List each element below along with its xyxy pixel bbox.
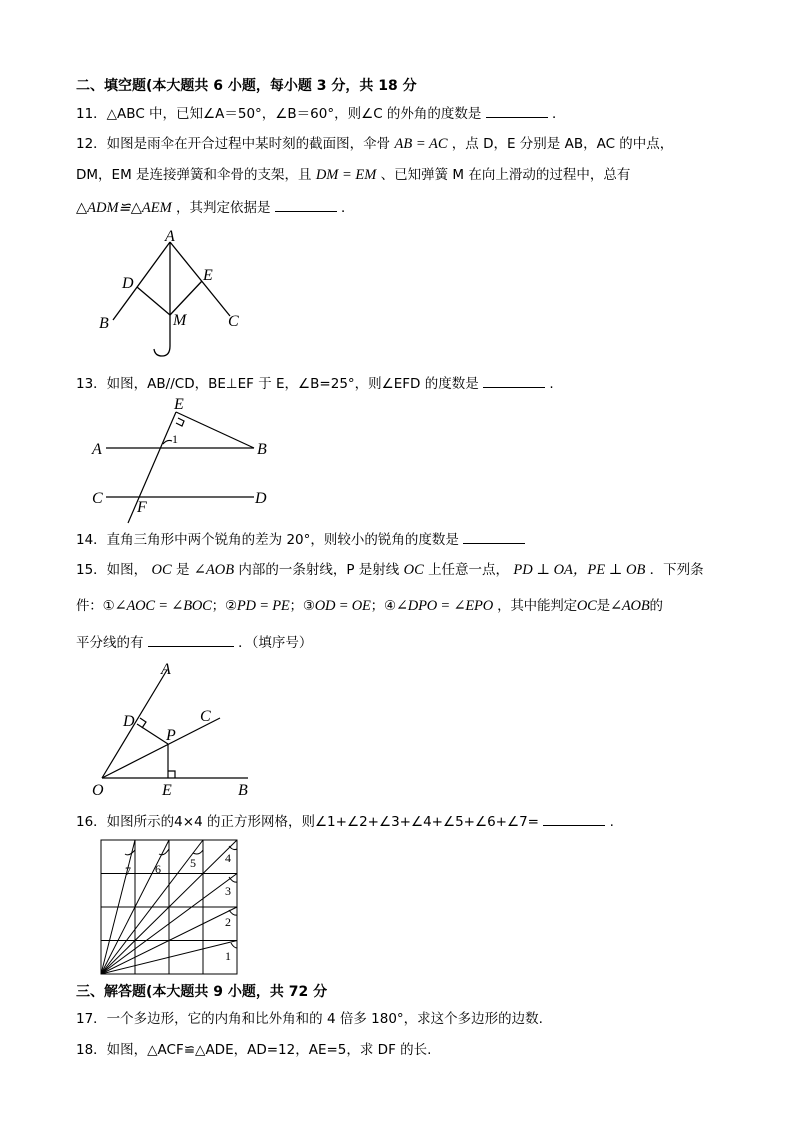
- label-p: P: [166, 727, 176, 744]
- section-2-title: 二、填空题(本大题共 6 小题，每小题 3 分，共 18 分: [76, 78, 417, 94]
- question-13: [76, 374, 554, 393]
- question-15-text: ；②: [211, 598, 237, 614]
- answer-blank: [148, 633, 234, 647]
- answer-blank: [543, 812, 605, 826]
- angle-label-7: 7: [125, 864, 131, 878]
- label-e: E: [162, 782, 172, 799]
- math-expression: ∠AOB: [193, 562, 235, 578]
- question-16-end: .: [609, 814, 614, 830]
- question-12-text: 、已知弹簧 M 在向上滑动的过程中，总有: [380, 167, 631, 183]
- question-15-text: 平分线的有: [76, 635, 144, 651]
- question-15-text: ．（填序号）: [238, 635, 313, 651]
- angle-label-1: 1: [225, 949, 231, 963]
- question-15-line-1: [76, 561, 704, 579]
- question-12-line-2: [76, 166, 630, 184]
- grid-figure: [101, 840, 241, 975]
- right-angle-mark-e: [168, 771, 175, 778]
- label-a: A: [92, 441, 102, 458]
- strut-em: [170, 281, 202, 315]
- label-f: F: [137, 499, 147, 516]
- math-expression: OC: [151, 562, 172, 578]
- question-15-text: 是: [596, 598, 610, 614]
- angle-arc-1: [231, 943, 237, 948]
- question-12-text: ，其判定依据是: [175, 200, 271, 216]
- angle-arc-7: [125, 850, 135, 855]
- math-expression: OC: [576, 598, 597, 614]
- label-b: B: [99, 315, 109, 332]
- question-15-text: 是: [175, 562, 190, 578]
- angle-label-6: 6: [155, 862, 161, 876]
- answer-blank: [275, 198, 337, 212]
- label-b: B: [257, 441, 267, 458]
- question-12-text: ，点 D，E 分别是 AB，AC 的中点，: [451, 136, 674, 152]
- question-15-line-2: [76, 597, 663, 615]
- angle-1-arc: [163, 440, 172, 444]
- umbrella-handle: [154, 346, 170, 356]
- math-expression: ∠AOB: [609, 598, 650, 614]
- label-d: D: [122, 275, 134, 292]
- question-12-end: ．: [341, 200, 355, 216]
- angle-label-2: 2: [225, 915, 231, 929]
- angle-label-3: 3: [225, 884, 231, 898]
- question-15-text: 上任意一点，: [428, 562, 510, 578]
- question-15-text: 15．如图，: [76, 562, 148, 578]
- question-15-text: 的: [649, 598, 663, 614]
- label-a: A: [165, 228, 175, 245]
- label-c: C: [92, 490, 103, 507]
- question-15-text: ；④: [370, 598, 396, 614]
- question-14: [76, 530, 525, 549]
- question-15-text: 内部的一条射线，P 是射线: [238, 562, 400, 578]
- question-15-text: 件：①: [76, 598, 115, 614]
- question-13-end: .: [549, 376, 554, 392]
- label-e: E: [174, 396, 184, 413]
- umbrella-figure: [95, 228, 255, 363]
- angle-label-4: 4: [225, 851, 231, 865]
- section-3-title: 三、解答题(本大题共 9 小题，共 72 分: [76, 984, 328, 1000]
- question-13-text: 13．如图，AB//CD，BE⊥EF 于 E，∠B=25°，则∠EFD 的度数是: [76, 376, 479, 392]
- condition-1: ∠AOC = ∠BOC: [114, 598, 212, 614]
- angle-bisector-figure: [92, 660, 262, 800]
- segment-pd: [137, 724, 168, 744]
- right-angle-mark: [176, 418, 184, 426]
- answer-blank: [486, 104, 548, 118]
- label-d: D: [123, 713, 135, 730]
- strut-dm: [137, 287, 170, 315]
- question-18: 18．如图，△ACF≌△ADE，AD=12，AE=5，求 DF 的长.: [76, 1042, 432, 1058]
- label-b: B: [238, 782, 248, 799]
- question-11-end: ．: [552, 106, 566, 122]
- label-c: C: [200, 708, 211, 725]
- question-14-text: 14．直角三角形中两个锐角的差为 20°，则较小的锐角的度数是: [76, 532, 459, 548]
- question-12-text: 12．如图是雨伞在开合过程中某时刻的截面图，伞骨: [76, 136, 391, 152]
- label-a: A: [161, 661, 171, 678]
- question-11-text: 11．△ABC 中，已知∠A＝50°，∠B＝60°，则∠C 的外角的度数是: [76, 106, 482, 122]
- label-m: M: [173, 312, 187, 329]
- question-16: [76, 812, 614, 831]
- answer-blank: [483, 374, 545, 388]
- math-expression: OC: [403, 562, 424, 578]
- line-ef: [128, 412, 176, 523]
- question-17: 17．一个多边形，它的内角和比外角和的 4 倍多 180°，求这个多边形的边数.: [76, 1011, 543, 1027]
- math-expression: △ADM≌△AEM: [76, 200, 172, 216]
- condition-3: OD = OE: [314, 598, 371, 614]
- label-o: O: [92, 782, 104, 799]
- question-15-line-3: [76, 633, 312, 652]
- angle-label-5: 5: [190, 856, 196, 870]
- math-expression: DM = EM: [315, 167, 377, 183]
- question-15-text: ．下列条: [649, 562, 704, 578]
- math-expression: AB = AC: [394, 136, 448, 152]
- label-e: E: [203, 267, 213, 284]
- parallel-lines-figure: [92, 396, 272, 526]
- question-15-text: ；③: [289, 598, 315, 614]
- question-12-line-1: [76, 135, 673, 153]
- condition-2: PD = PE: [236, 598, 290, 614]
- label-angle-1: 1: [172, 432, 178, 446]
- question-12-text: DM，EM 是连接弹簧和伞骨的支架，且: [76, 167, 312, 183]
- question-12-line-3: [76, 198, 355, 217]
- label-c: C: [228, 313, 239, 330]
- question-15-text: ，其中能判定: [497, 598, 577, 614]
- line-eb: [176, 412, 254, 448]
- question-16-text: 16．如图所示的4×4 的正方形网格，则∠1+∠2+∠3+∠4+∠5+∠6+∠7=: [76, 814, 539, 830]
- condition-4: ∠DPO = ∠EPO: [395, 598, 493, 614]
- label-d: D: [255, 490, 267, 507]
- question-11: [76, 104, 566, 123]
- answer-blank: [463, 530, 525, 544]
- math-expression: PD ⊥ OA，PE ⊥ OB: [513, 562, 646, 578]
- angle-arc-3: [229, 877, 237, 882]
